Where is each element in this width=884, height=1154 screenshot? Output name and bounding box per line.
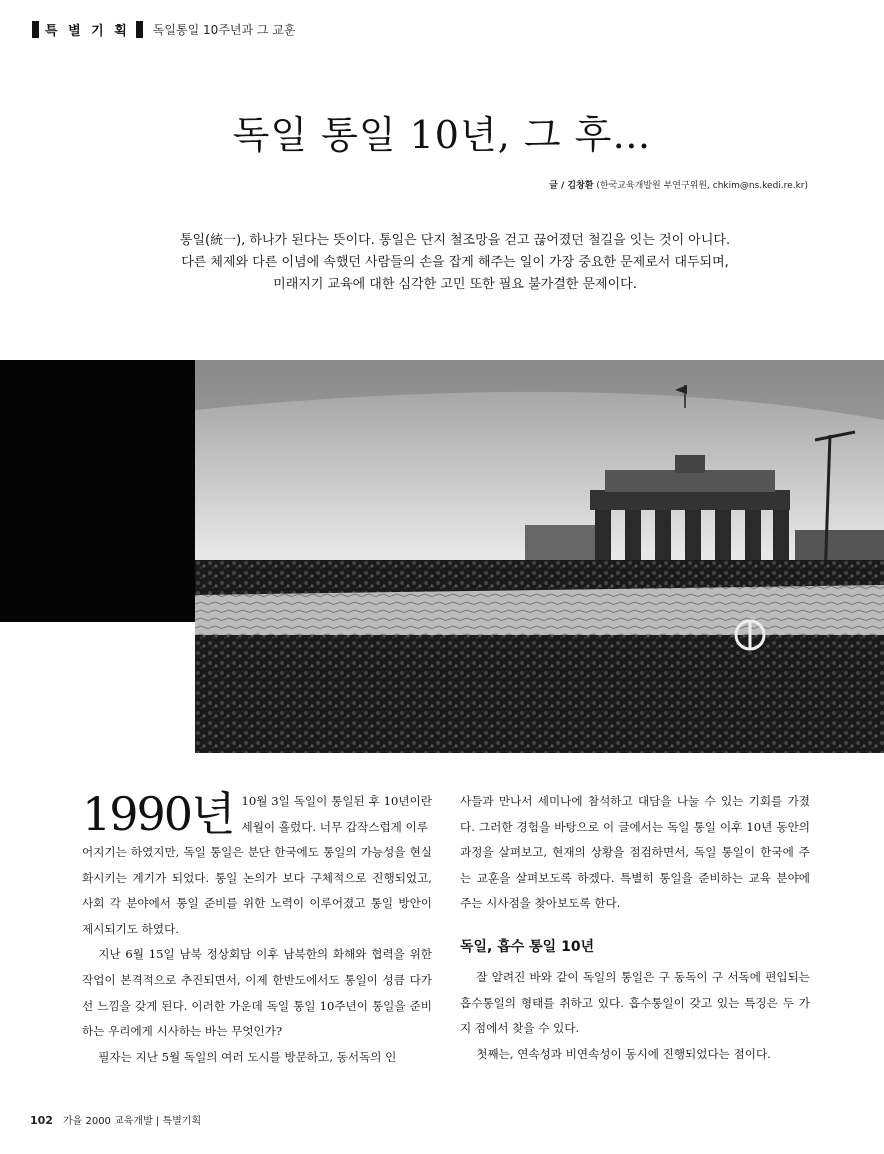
brandenburg-gate-photo: [195, 360, 884, 753]
decorative-black-block: [0, 360, 196, 622]
body-paragraph: 사들과 만나서 세미나에 참석하고 대담을 나눌 수 있는 기회를 가졌다. 그러한 경험을 바탕으로 이 글에서는 독일 통일 이후 10년 동안의 과정을 살펴보고, 현재의 상황을 점검하면서, 독일 통일이 한국에 주는 교훈을 살펴보도록 하겠다. 특별히 통일을 준비하는 교육 분야에 주는 시사점을 찾아보도록 한다.: [460, 794, 810, 911]
issue-info: 가을 2000 교육개발 | 특별기획: [62, 1116, 202, 1127]
dropcap-block: [82, 789, 432, 840]
byline-author: 글 / 김창환: [549, 181, 594, 191]
section-header: [32, 20, 295, 38]
body-paragraph: 10월 3일 독일이 통일된 후 10년이란 세월이 흘렀다. 너무 갑작스럽게 이루: [241, 794, 432, 834]
dropcap-year: 1990년: [82, 787, 234, 841]
body-paragraph: 필자는 지난 5월 독일의 여러 도시를 방문하고, 동서독의 인: [98, 1049, 397, 1064]
body-paragraph: 어지기는 하였지만, 독일 통일은 분단 한국에도 통일의 가능성을 현실화시키는 계기가 되었다. 통일 논의가 보다 구체적으로 진행되었고, 사회 각 분야에서 통일 준비를 위한 노력이 이루어졌고 통일 방안이 제시되기도 하였다.: [82, 845, 432, 936]
article-title: 독일 통일 10년, 그 후…: [232, 113, 652, 157]
body-column-left: [82, 789, 432, 1070]
section-subtitle: 독일통일 10주년과 그 교훈: [152, 22, 296, 37]
lead-line: 다른 체제와 다른 이념에 속했던 사람들의 손을 잡게 해주는 일이 가장 중요한 문제로서 대두되며,: [181, 255, 729, 270]
body-paragraph: 첫째는, 연속성과 비연속성이 동시에 진행되었다는 점이다.: [476, 1046, 771, 1061]
byline-affiliation: (한국교육개발원 부연구위원, chkim@ns.kedi.re.kr): [596, 181, 808, 191]
header-marker-left: [32, 21, 39, 38]
lead-paragraph: [110, 230, 800, 296]
section-label: 특 별 기 획: [45, 23, 130, 39]
page-number: 102: [30, 1114, 53, 1127]
page-footer: [30, 1112, 201, 1127]
lead-line: 미래지기 교육에 대한 심각한 고민 또한 필요 불가결한 문제이다.: [273, 277, 637, 292]
lead-line: 통일(統一), 하나가 된다는 뜻이다. 통일은 단지 철조망을 걷고 끊어졌던 철길을 잇는 것이 아니다.: [179, 233, 731, 248]
body-paragraph: 잘 알려진 바와 같이 독일의 통일은 구 동독이 구 서독에 편입되는 흡수통일의 형태를 취하고 있다. 흡수통일이 갖고 있는 특징은 두 가지 점에서 찾을 수 있다.: [460, 969, 810, 1036]
body-column-right: [460, 789, 810, 1067]
section-heading: 독일, 흡수 통일 10년: [460, 938, 595, 955]
body-paragraph: 지난 6월 15일 남북 정상회담 이후 남북한의 화해와 협력을 위한 작업이 본격적으로 추진되면서, 이제 한반도에서도 통일이 성큼 다가선 느낌을 갖게 된다. 이러한 가운데 독일 통일 10주년이 통일을 준비하는 우리에게 시사하는 바는 무엇인가?: [82, 947, 432, 1039]
header-marker-right: [136, 21, 143, 38]
byline: [549, 178, 808, 191]
